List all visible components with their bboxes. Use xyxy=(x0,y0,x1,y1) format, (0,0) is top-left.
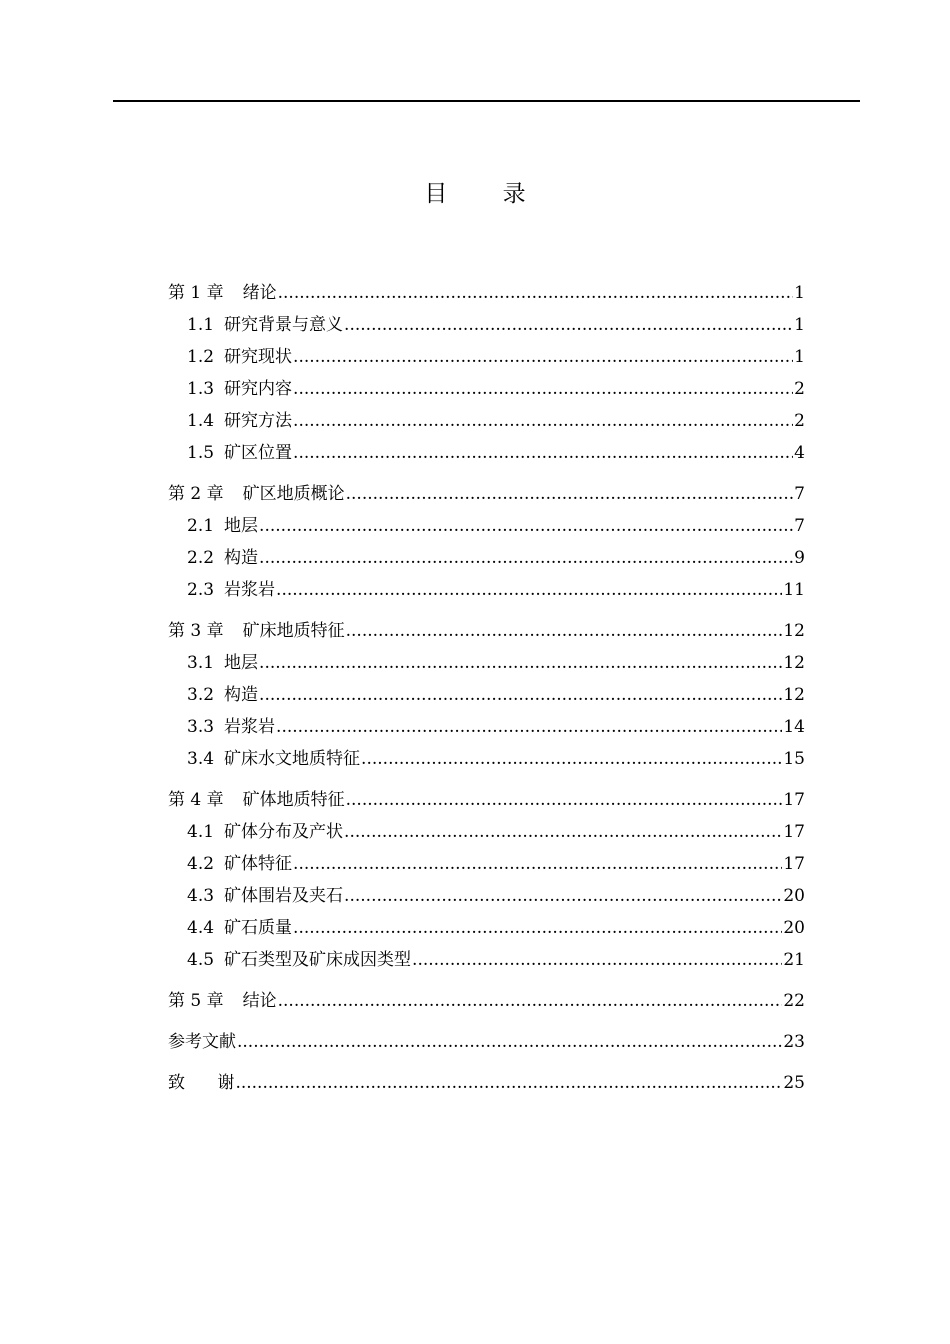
toc-entry-page: 22 xyxy=(783,991,805,1011)
toc-entry-number: 3.2 xyxy=(187,685,215,705)
toc-entry-title: 地层 xyxy=(224,516,259,536)
toc-section-4-2[interactable] xyxy=(168,848,805,880)
toc-section-3-1[interactable] xyxy=(168,647,805,679)
toc-entry-title: 矿石类型及矿床成因类型 xyxy=(224,950,412,970)
toc-entry-page: 21 xyxy=(783,950,805,970)
toc-entry-title: 矿体特征 xyxy=(224,854,293,874)
toc-entry-page: 17 xyxy=(783,822,805,842)
toc-chapter-5[interactable] xyxy=(168,985,805,1017)
toc-entry-title: 矿石质量 xyxy=(224,918,293,938)
dot-leader xyxy=(361,743,782,775)
header-rule xyxy=(113,100,860,102)
toc-entry-page: 1 xyxy=(794,283,805,303)
toc-section-2-1[interactable] xyxy=(168,510,805,542)
toc-entry-title: 矿体地质特征 xyxy=(242,790,345,810)
toc-entry-number: 2.1 xyxy=(187,516,215,536)
toc-entry-number: 第 4 章 xyxy=(168,790,224,810)
toc-entry-page: 7 xyxy=(794,484,805,504)
toc-entry-number: 4.5 xyxy=(187,950,215,970)
toc-entry-page: 20 xyxy=(783,918,805,938)
toc-entry-title: 矿区位置 xyxy=(224,443,293,463)
toc-entry-number: 4.4 xyxy=(187,918,215,938)
toc-entry-number: 2.3 xyxy=(187,580,215,600)
dot-leader xyxy=(346,784,783,816)
toc-entry-page: 17 xyxy=(783,854,805,874)
toc-entry-number: 1.5 xyxy=(187,443,215,463)
toc-entry-number: 3.3 xyxy=(187,717,215,737)
toc-entry-page: 17 xyxy=(783,790,805,810)
toc-entry-number: 3.4 xyxy=(187,749,215,769)
toc-entry-page: 2 xyxy=(794,411,805,431)
dot-leader xyxy=(259,510,793,542)
toc-entry-number: 第 1 章 xyxy=(168,283,224,303)
toc-entry-page: 25 xyxy=(783,1073,805,1093)
dot-leader xyxy=(259,679,782,711)
toc-chapter-2[interactable] xyxy=(168,478,805,510)
toc-entry-number: 2.2 xyxy=(187,548,215,568)
toc-acknowledgements[interactable] xyxy=(168,1067,805,1099)
toc-chapter-1[interactable] xyxy=(168,277,805,309)
page-title: 目 录 xyxy=(424,181,550,207)
dot-leader xyxy=(293,912,782,944)
toc-entry-number: 3.1 xyxy=(187,653,215,673)
toc-chapter-4[interactable] xyxy=(168,784,805,816)
toc-entry-title: 研究现状 xyxy=(224,347,293,367)
toc-entry-title: 矿体围岩及夹石 xyxy=(224,886,344,906)
toc-entry-page: 9 xyxy=(794,548,805,568)
table-of-contents xyxy=(168,277,805,1099)
toc-entry-number: 4.2 xyxy=(187,854,215,874)
toc-entry-page: 4 xyxy=(794,443,805,463)
toc-entry-title: 构造 xyxy=(224,548,259,568)
toc-entry-page: 2 xyxy=(794,379,805,399)
dot-leader xyxy=(259,647,782,679)
toc-entry-title: 参考文献 xyxy=(168,1032,236,1052)
dot-leader xyxy=(278,985,783,1017)
toc-section-2-3[interactable] xyxy=(168,574,805,606)
dot-leader xyxy=(293,341,793,373)
toc-entry-number: 第 5 章 xyxy=(168,991,224,1011)
toc-entry-number: 1.3 xyxy=(187,379,215,399)
toc-section-1-4[interactable] xyxy=(168,405,805,437)
dot-leader xyxy=(235,1067,782,1099)
toc-entry-title: 致 谢 xyxy=(168,1073,235,1093)
toc-section-3-3[interactable] xyxy=(168,711,805,743)
toc-entry-title: 岩浆岩 xyxy=(224,580,276,600)
toc-entry-page: 23 xyxy=(783,1032,805,1052)
dot-leader xyxy=(293,848,782,880)
dot-leader xyxy=(346,478,794,510)
toc-entry-number: 1.4 xyxy=(187,411,215,431)
dot-leader xyxy=(412,944,782,976)
toc-section-3-2[interactable] xyxy=(168,679,805,711)
dot-leader xyxy=(344,309,793,341)
toc-chapter-3[interactable] xyxy=(168,615,805,647)
toc-section-4-1[interactable] xyxy=(168,816,805,848)
dot-leader xyxy=(346,615,783,647)
toc-entry-page: 12 xyxy=(783,653,805,673)
toc-entry-page: 1 xyxy=(794,347,805,367)
toc-entry-number: 4.1 xyxy=(187,822,215,842)
dot-leader xyxy=(276,711,782,743)
toc-section-2-2[interactable] xyxy=(168,542,805,574)
toc-section-1-1[interactable] xyxy=(168,309,805,341)
toc-section-1-2[interactable] xyxy=(168,341,805,373)
toc-entry-number: 第 3 章 xyxy=(168,621,224,641)
toc-section-3-4[interactable] xyxy=(168,743,805,775)
toc-section-4-3[interactable] xyxy=(168,880,805,912)
toc-entry-title: 矿体分布及产状 xyxy=(224,822,344,842)
dot-leader xyxy=(276,574,782,606)
toc-section-1-5[interactable] xyxy=(168,437,805,469)
toc-entry-number: 第 2 章 xyxy=(168,484,224,504)
toc-entry-title: 岩浆岩 xyxy=(224,717,276,737)
dot-leader xyxy=(344,816,782,848)
toc-entry-title: 结论 xyxy=(242,991,277,1011)
toc-entry-title: 矿床水文地质特征 xyxy=(224,749,361,769)
toc-entry-title: 矿床地质特征 xyxy=(242,621,345,641)
toc-entry-title: 研究背景与意义 xyxy=(224,315,344,335)
toc-entry-title: 地层 xyxy=(224,653,259,673)
dot-leader xyxy=(344,880,782,912)
toc-entry-number: 1.1 xyxy=(187,315,215,335)
toc-entry-number: 4.3 xyxy=(187,886,215,906)
toc-section-1-3[interactable] xyxy=(168,373,805,405)
toc-entry-title: 研究方法 xyxy=(224,411,293,431)
toc-entry-title: 构造 xyxy=(224,685,259,705)
dot-leader xyxy=(278,277,794,309)
toc-entry-page: 20 xyxy=(783,886,805,906)
toc-entry-page: 14 xyxy=(783,717,805,737)
toc-entry-page: 15 xyxy=(783,749,805,769)
dot-leader xyxy=(293,373,793,405)
toc-section-4-5[interactable] xyxy=(168,944,805,976)
toc-references[interactable] xyxy=(168,1026,805,1058)
toc-section-4-4[interactable] xyxy=(168,912,805,944)
toc-entry-page: 11 xyxy=(783,580,805,600)
toc-entry-title: 矿区地质概论 xyxy=(242,484,345,504)
toc-entry-page: 12 xyxy=(783,685,805,705)
toc-entry-number: 1.2 xyxy=(187,347,215,367)
dot-leader xyxy=(237,1026,782,1058)
toc-entry-title: 绪论 xyxy=(242,283,277,303)
dot-leader xyxy=(293,405,793,437)
toc-entry-page: 1 xyxy=(794,315,805,335)
dot-leader xyxy=(293,437,793,469)
dot-leader xyxy=(259,542,793,574)
toc-entry-page: 12 xyxy=(783,621,805,641)
toc-entry-page: 7 xyxy=(794,516,805,536)
toc-entry-title: 研究内容 xyxy=(224,379,293,399)
